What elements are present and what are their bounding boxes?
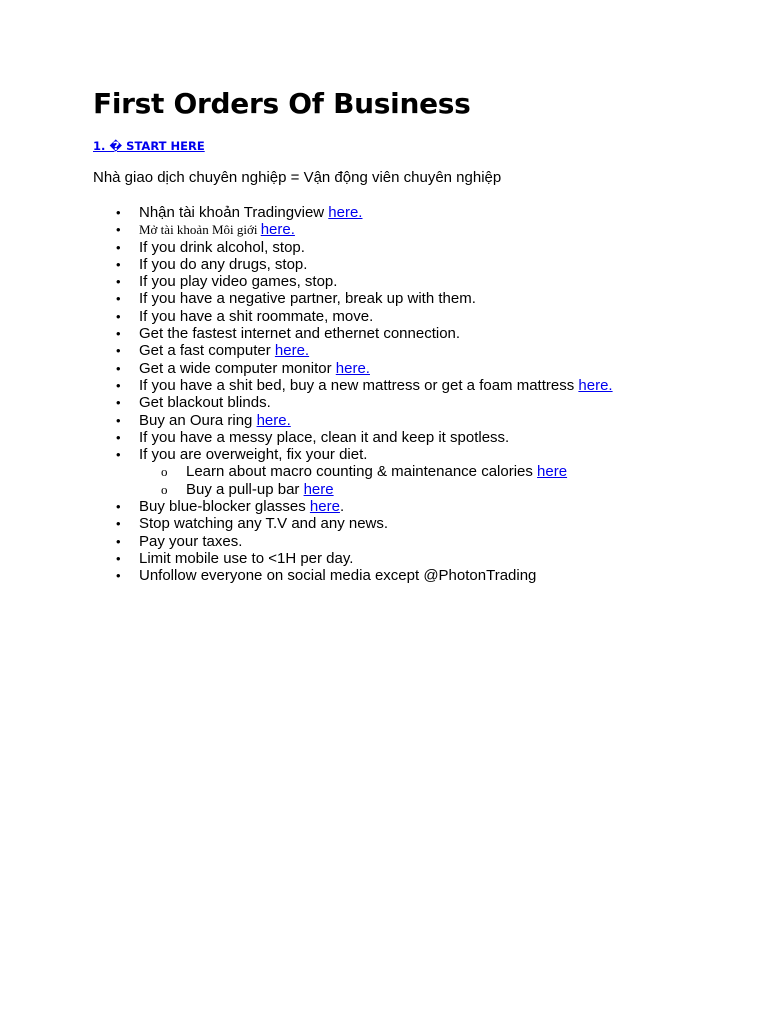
here-link[interactable]: here. <box>274 342 310 360</box>
bullet-icon: • <box>116 447 121 463</box>
list-item: • If you are overweight, fix your diet. <box>116 446 368 464</box>
bullet-icon: • <box>116 291 121 307</box>
list-item: • Limit mobile use to <1H per day. <box>116 549 354 567</box>
list-item: • If you have a negative partner, break up with them. <box>116 290 476 308</box>
here-link[interactable]: here <box>309 498 340 516</box>
list-item: • If you drink alcohol, stop. <box>116 238 305 256</box>
bullet-icon: • <box>116 499 121 515</box>
bullet-icon: • <box>116 568 121 584</box>
list-item: • Nhận tài khoản Tradingview here. <box>116 204 363 221</box>
bullet-icon: • <box>116 222 121 238</box>
list-item: • If you have a shit roommate, move. <box>116 307 374 325</box>
list-item: • Pay your taxes. <box>116 532 243 550</box>
sub-list-item: o Buy a pull-up bar here <box>161 480 334 498</box>
bullet-icon: • <box>116 429 121 445</box>
bullet-icon: • <box>116 274 121 290</box>
list-item: • Buy an Oura ring here. <box>116 411 291 429</box>
sub-bullet-icon: o <box>161 481 168 497</box>
bullet-icon: • <box>116 412 121 428</box>
here-link[interactable]: here <box>537 463 568 481</box>
list-item: • Get a wide computer monitor here. <box>116 359 370 377</box>
list-item: • If you have a messy place, clean it and keep it spotless. <box>116 428 510 446</box>
bullet-icon: • <box>116 360 121 376</box>
here-link[interactable]: here. <box>260 221 295 239</box>
list-item: • Get a fast computer here. <box>116 342 310 360</box>
list-item: • Unfollow everyone on social media except @PhotonTrading <box>116 567 537 585</box>
start-here-link[interactable]: 1. � START HERE <box>93 139 205 153</box>
list-item: • Buy blue-blocker glasses here. <box>116 498 345 516</box>
page-title: First Orders Of Business <box>93 87 471 120</box>
here-link[interactable]: here. <box>256 411 291 429</box>
list-item: • Get the fastest internet and ethernet connection. <box>116 325 461 343</box>
bullet-icon: • <box>116 395 121 411</box>
here-link[interactable]: here. <box>578 376 613 394</box>
list-item: • If you have a shit bed, buy a new mattress or get a foam mattress here. <box>116 376 613 394</box>
bullet-icon: • <box>116 377 121 393</box>
bullet-icon: • <box>116 239 121 255</box>
bullet-icon: • <box>116 343 121 359</box>
bullet-icon: • <box>116 205 121 220</box>
sub-bullet-icon: o <box>161 464 168 480</box>
list-item: • Get blackout blinds. <box>116 394 271 412</box>
bullet-icon: • <box>116 326 121 342</box>
list-item: • Mở tài khoản Môi giới here. <box>116 221 295 239</box>
bullet-icon: • <box>116 550 121 566</box>
list-item: • Stop watching any T.V and any news. <box>116 515 389 533</box>
bullet-icon: • <box>116 516 121 532</box>
list-item: • If you play video games, stop. <box>116 273 338 291</box>
here-link[interactable]: here. <box>328 204 363 221</box>
bullet-icon: • <box>116 308 121 324</box>
checklist <box>93 204 613 585</box>
sub-list-item: o Learn about macro counting & maintenance calories here <box>161 463 568 481</box>
here-link[interactable]: here <box>303 480 334 498</box>
bullet-icon: • <box>116 533 121 549</box>
list-item: • If you do any drugs, stop. <box>116 255 308 273</box>
here-link[interactable]: here. <box>335 359 370 377</box>
bullet-icon: • <box>116 256 121 272</box>
intro-text: Nhà giao dịch chuyên nghiệp = Vận động viên chuyên nghiệp <box>93 169 502 186</box>
